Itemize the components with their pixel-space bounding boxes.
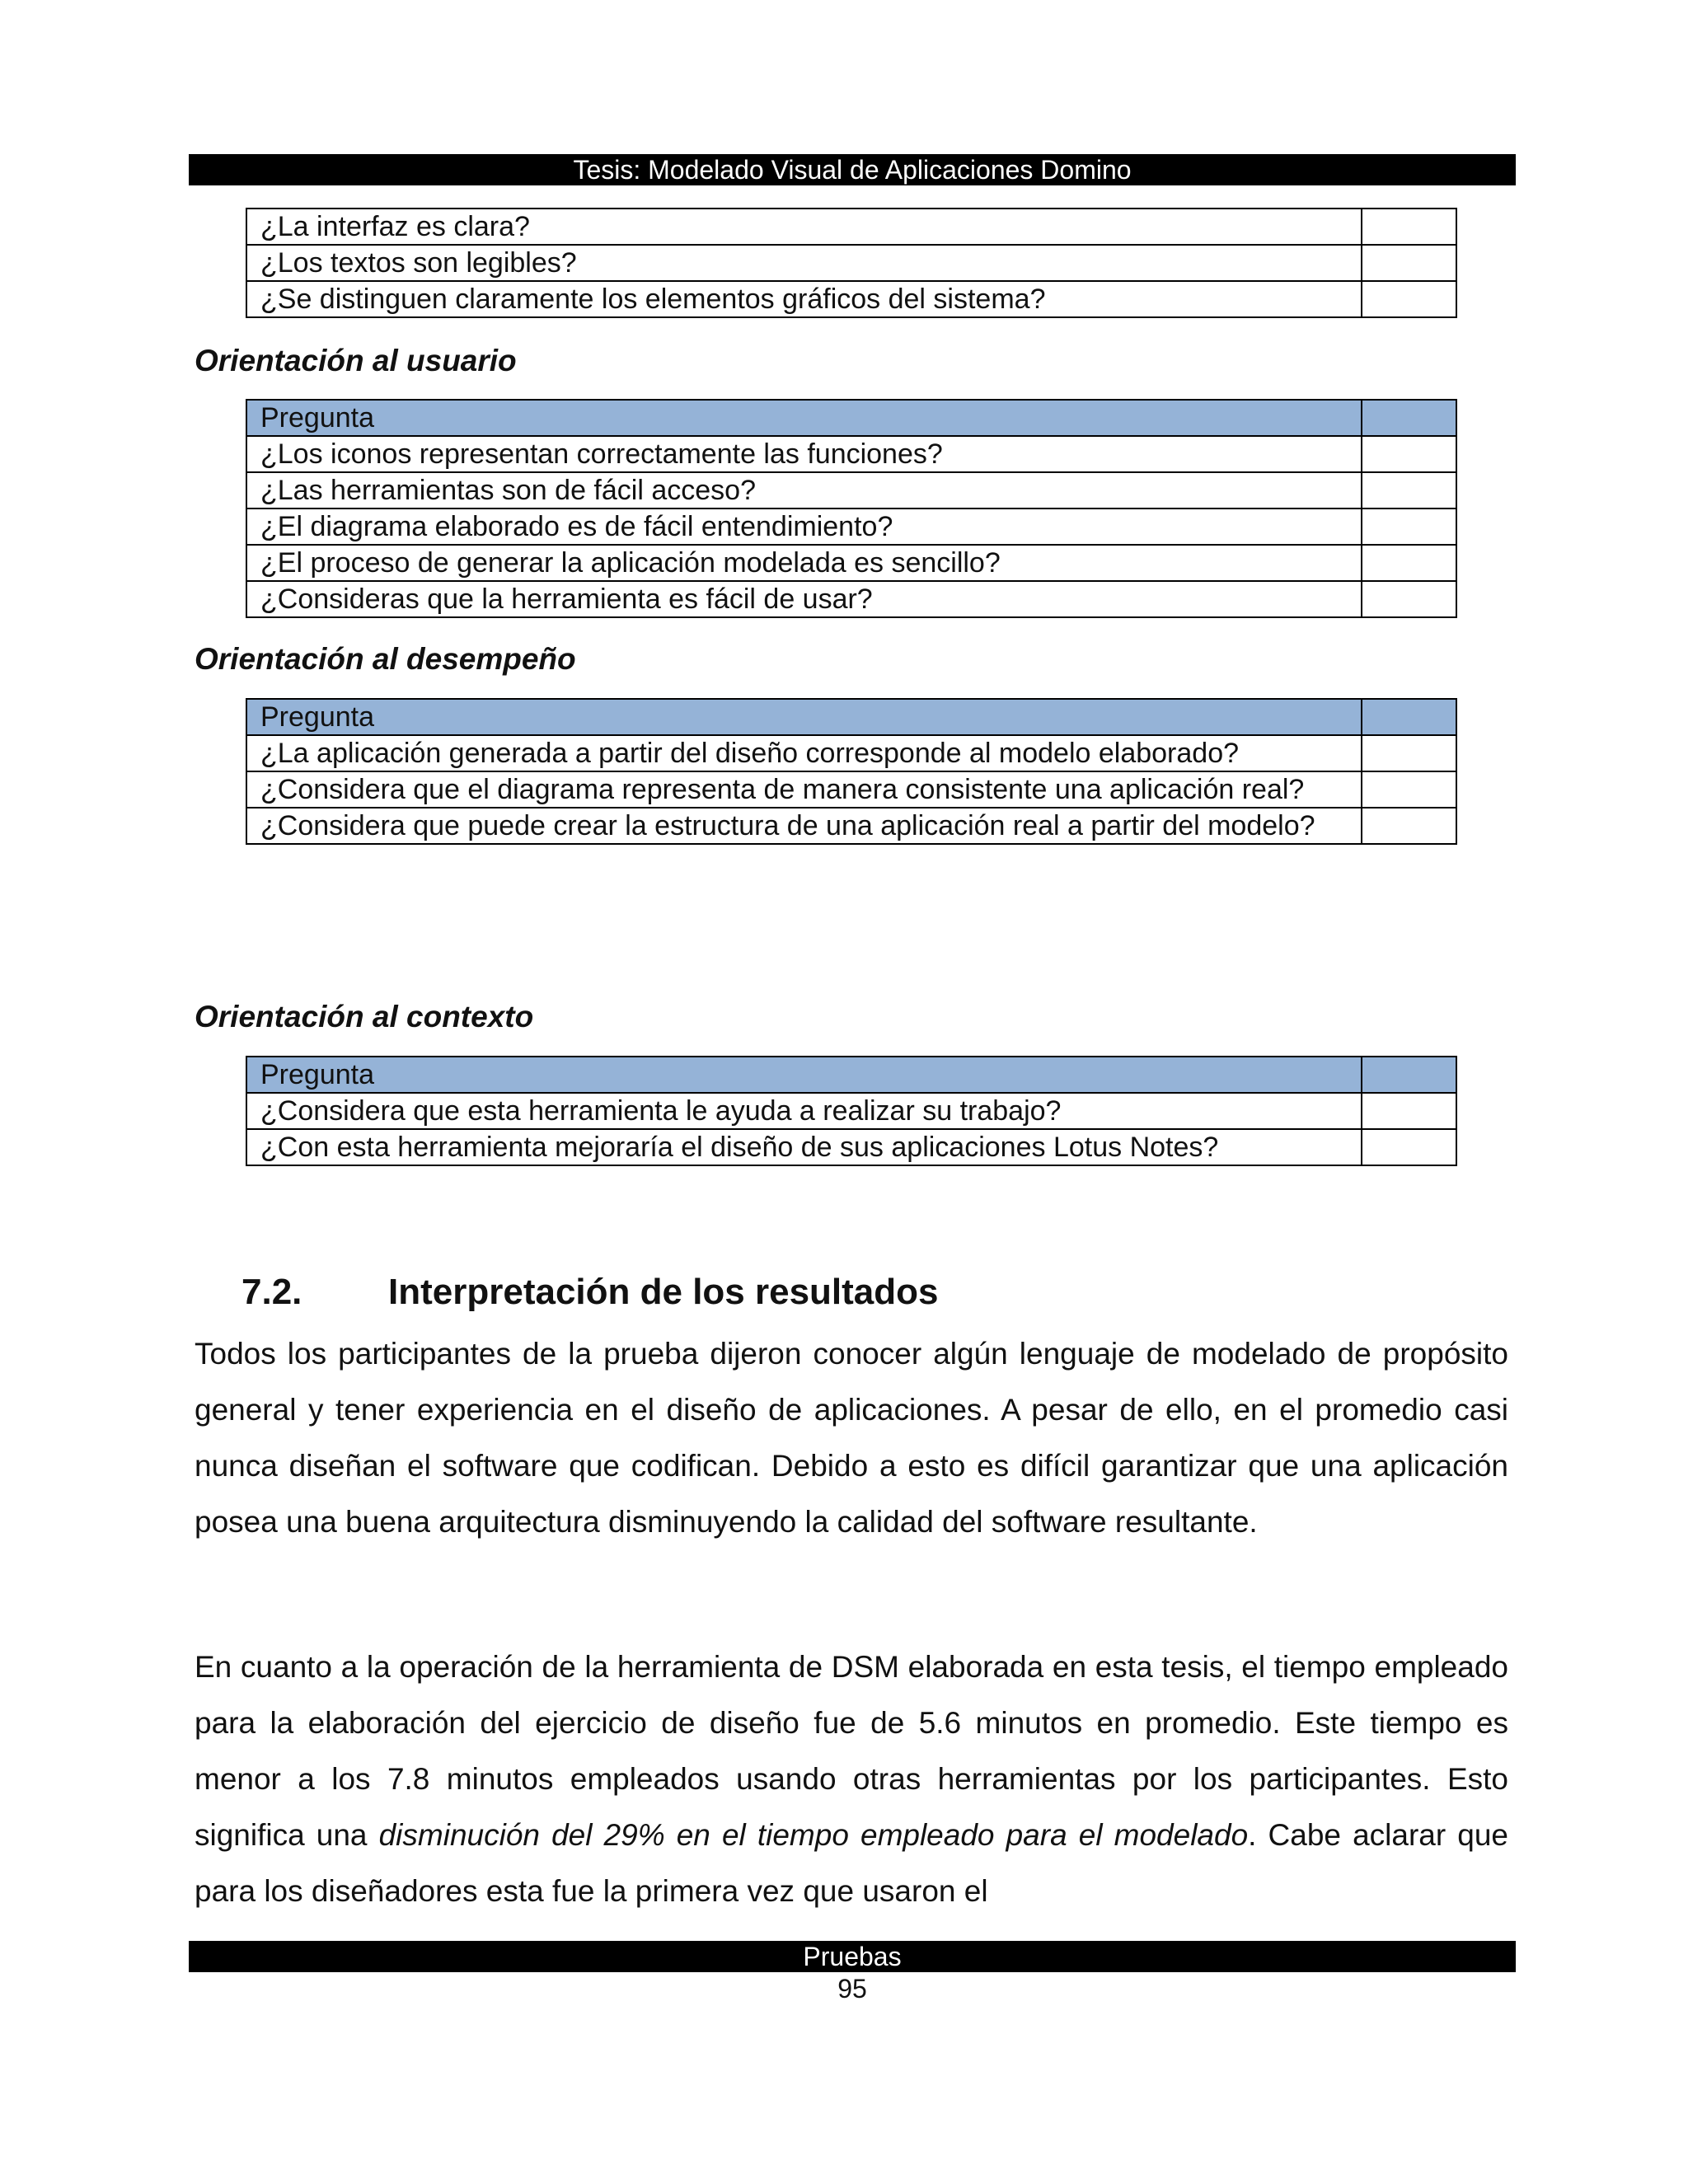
heading-orientacion-contexto: Orientación al contexto bbox=[195, 1000, 534, 1033]
table-row bbox=[246, 509, 1456, 545]
table-row bbox=[246, 1129, 1456, 1165]
column-header-answer bbox=[1362, 699, 1456, 735]
table-row bbox=[246, 281, 1456, 317]
section-heading-7-2 bbox=[241, 1271, 939, 1314]
question-cell: ¿El diagrama elaborado es de fácil entendimiento? bbox=[246, 509, 1362, 545]
table-row bbox=[246, 1093, 1456, 1129]
column-header-pregunta: Pregunta bbox=[246, 400, 1362, 436]
running-header: Tesis: Modelado Visual de Aplicaciones Domino bbox=[189, 154, 1516, 185]
question-cell: ¿El proceso de generar la aplicación modelada es sencillo? bbox=[246, 545, 1362, 581]
column-header-answer bbox=[1362, 400, 1456, 436]
page-number: 95 bbox=[837, 1974, 867, 2004]
table-row bbox=[246, 771, 1456, 808]
answer-cell bbox=[1362, 245, 1456, 281]
answer-cell bbox=[1362, 771, 1456, 808]
table-row bbox=[246, 472, 1456, 509]
table-row bbox=[246, 245, 1456, 281]
answer-cell bbox=[1362, 281, 1456, 317]
question-cell: ¿Considera que esta herramienta le ayuda a realizar su trabajo? bbox=[246, 1093, 1362, 1129]
answer-cell bbox=[1362, 808, 1456, 844]
section-number: 7.2. bbox=[241, 1272, 302, 1312]
answer-cell bbox=[1362, 545, 1456, 581]
table-header-row bbox=[246, 699, 1456, 735]
answer-cell bbox=[1362, 209, 1456, 245]
running-footer: Pruebas bbox=[189, 1941, 1516, 1972]
column-header-pregunta: Pregunta bbox=[246, 699, 1362, 735]
question-cell: ¿La interfaz es clara? bbox=[246, 209, 1362, 245]
question-cell: ¿Considera que puede crear la estructura de una aplicación real a partir del modelo? bbox=[246, 808, 1362, 844]
table-row bbox=[246, 545, 1456, 581]
table-row bbox=[246, 581, 1456, 617]
table-row bbox=[246, 209, 1456, 245]
question-cell: ¿Las herramientas son de fácil acceso? bbox=[246, 472, 1362, 509]
paragraph-2-text: En cuanto a la operación de la herramienta de DSM elaborada en esta tesis, el tiempo empleado para la elaboración del ejercicio de diseño fue de 5.6 minutos en promedio. Este tiempo es menor a los 7.8 minutos empleados usando otras herramientas por los participantes. Esto significa una bbox=[195, 1650, 1508, 1852]
table-contexto bbox=[246, 1056, 1457, 1166]
answer-cell bbox=[1362, 581, 1456, 617]
table-header-row bbox=[246, 1057, 1456, 1093]
paragraph-2-emphasis: disminución del 29% en el tiempo empleado para el modelado bbox=[378, 1818, 1249, 1852]
answer-cell bbox=[1362, 735, 1456, 771]
paragraph-2-text-continued: . Cabe aclarar que para los diseñadores esta fue la primera vez que usaron el bbox=[195, 1818, 1509, 1908]
question-cell: ¿Se distinguen claramente los elementos gráficos del sistema? bbox=[246, 281, 1362, 317]
answer-cell bbox=[1362, 1093, 1456, 1129]
answer-cell bbox=[1362, 436, 1456, 472]
question-cell: ¿Los iconos representan correctamente las funciones? bbox=[246, 436, 1362, 472]
section-title: Interpretación de los resultados bbox=[388, 1272, 939, 1312]
paragraph-2 bbox=[195, 1639, 1508, 1919]
question-cell: ¿Con esta herramienta mejoraría el diseño de sus aplicaciones Lotus Notes? bbox=[246, 1129, 1362, 1165]
table-usuario bbox=[246, 399, 1457, 618]
question-cell: ¿Considera que el diagrama representa de manera consistente una aplicación real? bbox=[246, 771, 1362, 808]
question-cell: ¿La aplicación generada a partir del diseño corresponde al modelo elaborado? bbox=[246, 735, 1362, 771]
answer-cell bbox=[1362, 509, 1456, 545]
column-header-answer bbox=[1362, 1057, 1456, 1093]
question-cell: ¿Consideras que la herramienta es fácil de usar? bbox=[246, 581, 1362, 617]
paragraph-1: Todos los participantes de la prueba dijeron conocer algún lenguaje de modelado de propósito general y tener experiencia en el diseño de aplicaciones. A pesar de ello, en el promedio casi nunca diseñan el software que codifican. Debido a esto es difícil garantizar que una aplicación posea una buena arquitectura disminuyendo la calidad del software resultante. bbox=[195, 1337, 1508, 1539]
answer-cell bbox=[1362, 1129, 1456, 1165]
column-header-pregunta: Pregunta bbox=[246, 1057, 1362, 1093]
table-visual bbox=[246, 208, 1457, 318]
table-row bbox=[246, 735, 1456, 771]
table-row bbox=[246, 436, 1456, 472]
answer-cell bbox=[1362, 472, 1456, 509]
heading-orientacion-desempeno: Orientación al desempeño bbox=[195, 642, 576, 676]
heading-orientacion-usuario: Orientación al usuario bbox=[195, 344, 517, 377]
question-cell: ¿Los textos son legibles? bbox=[246, 245, 1362, 281]
table-header-row bbox=[246, 400, 1456, 436]
table-row bbox=[246, 808, 1456, 844]
table-desempeno bbox=[246, 698, 1457, 845]
